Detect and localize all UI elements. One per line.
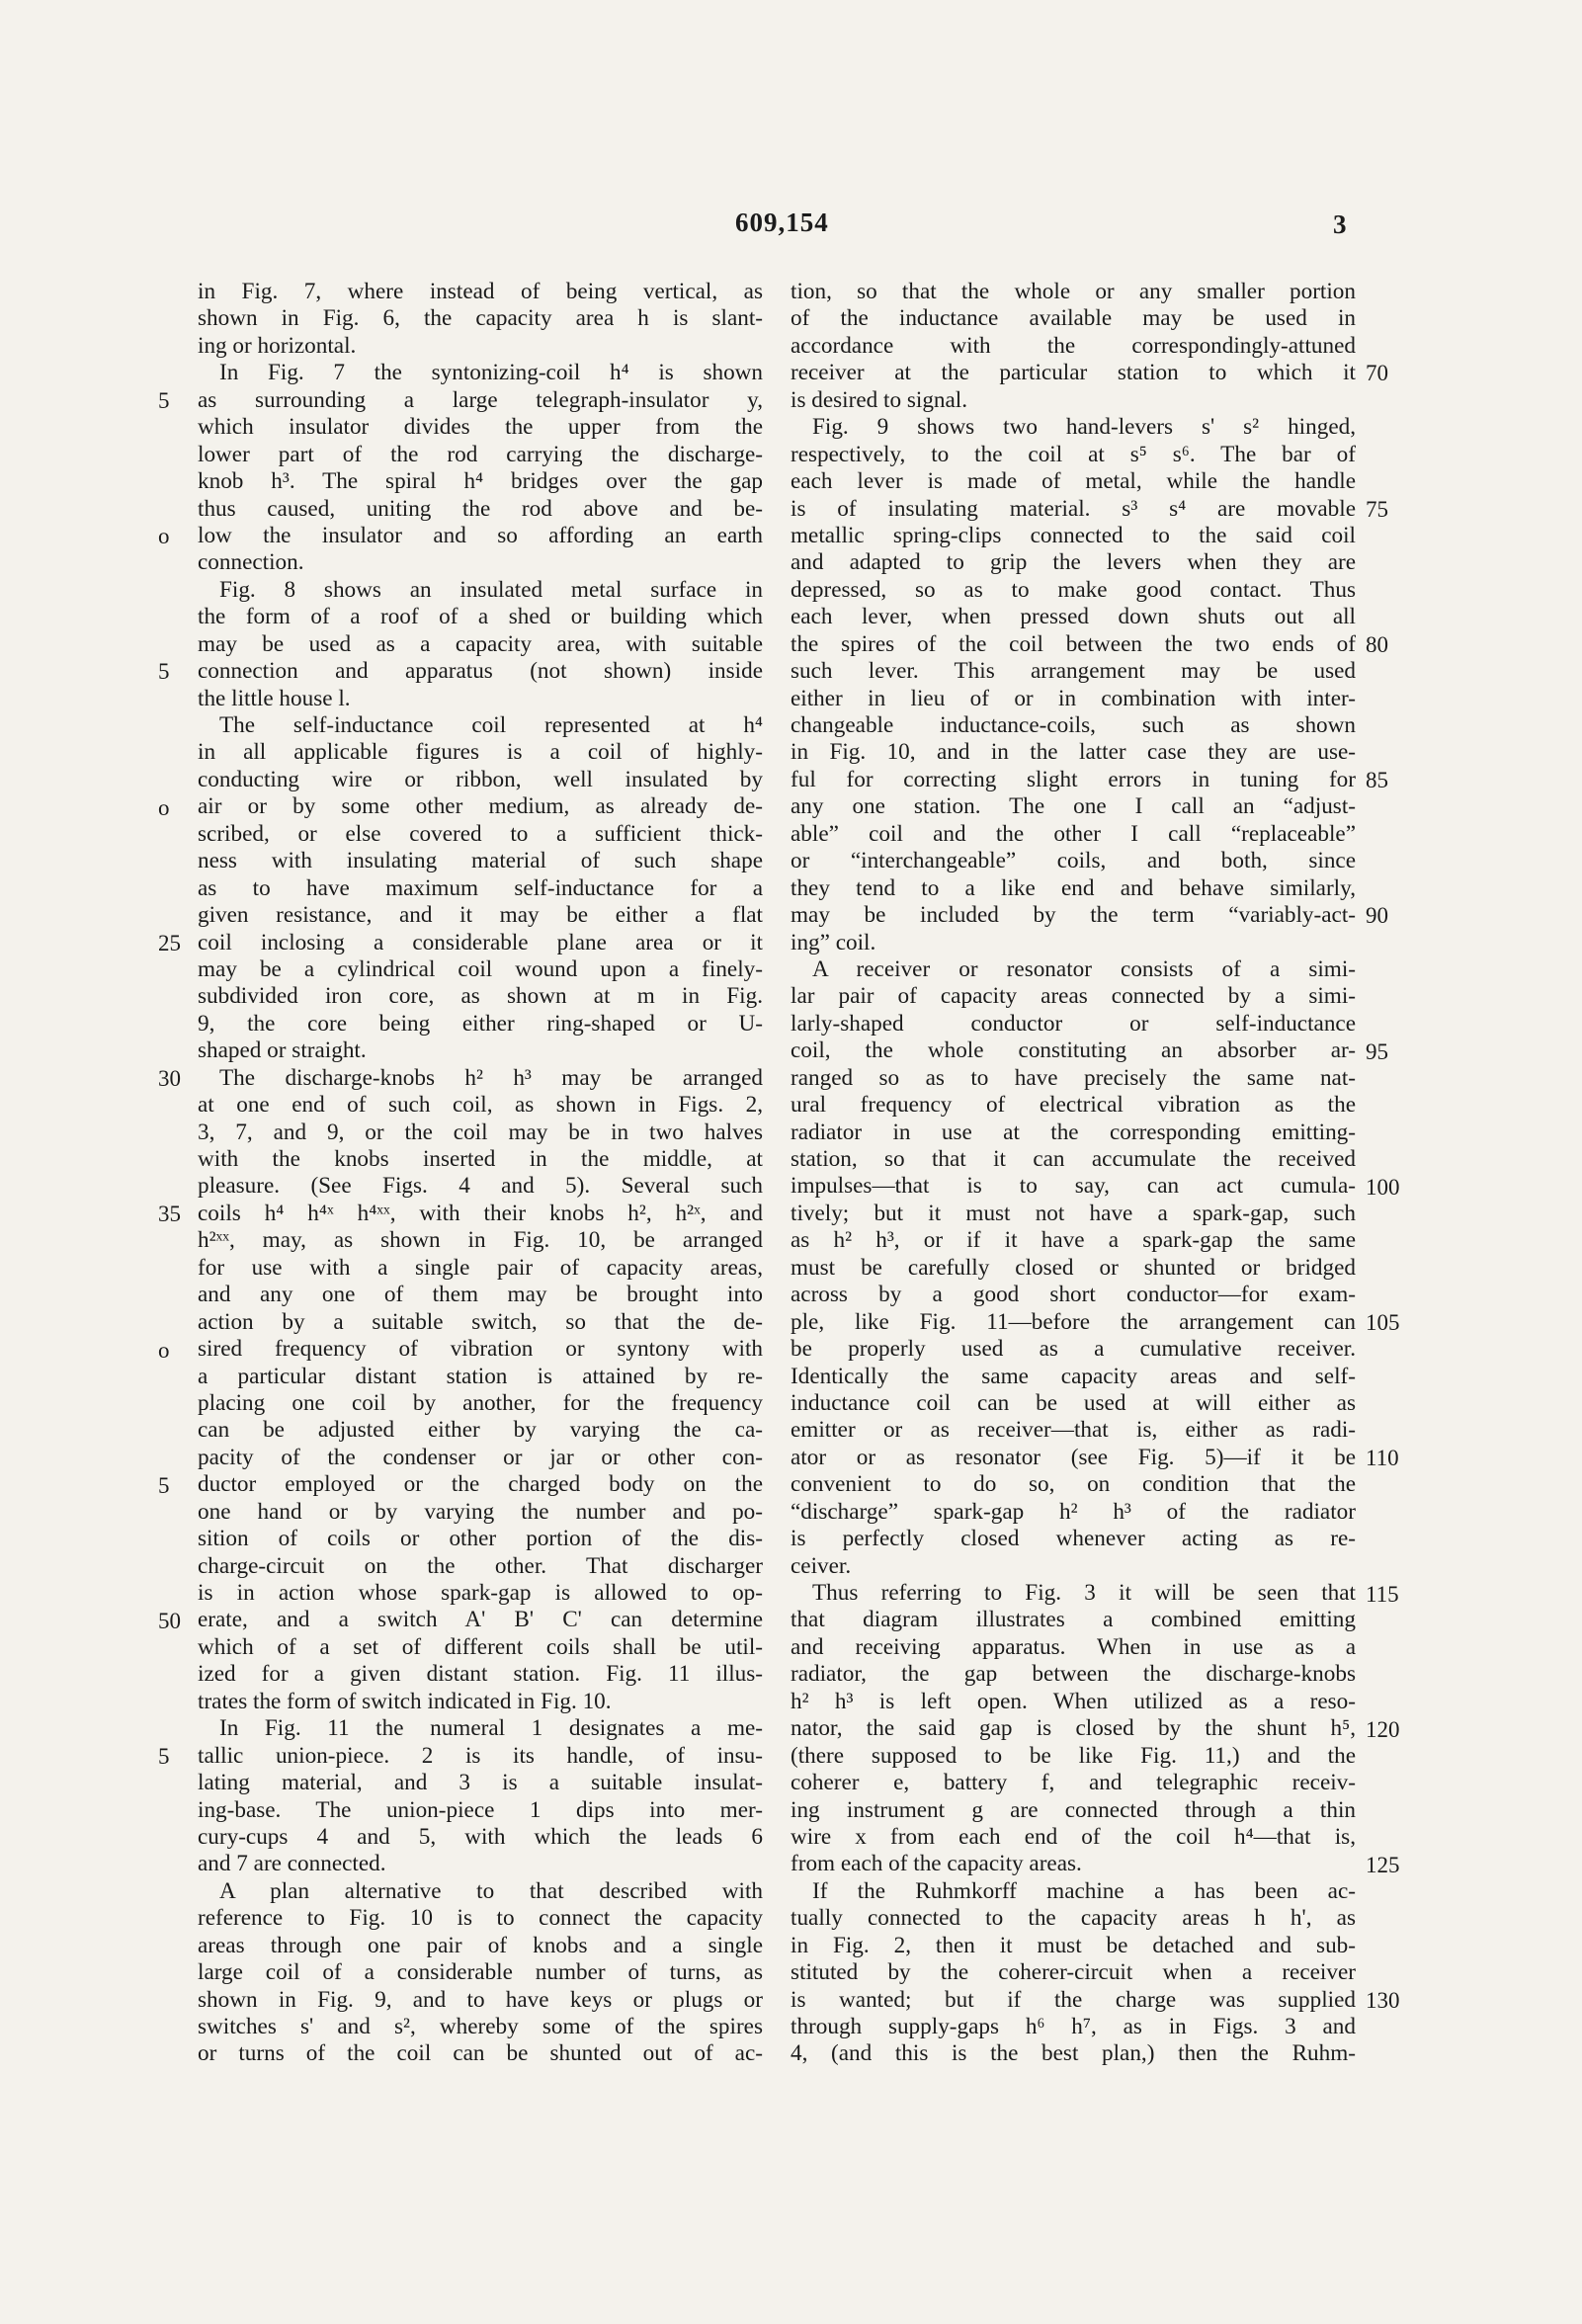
text-line: either in lieu of or in combination with inter- (791, 685, 1356, 711)
text-line: is wanted; but if the charge was supplied (791, 1986, 1356, 2013)
text-line: erate, and a switch A' B' C' can determine (198, 1607, 763, 1633)
text-line: and 7 are connected. (198, 1851, 386, 1877)
text-line: the form of a roof of a shed or building which (198, 604, 763, 630)
text-line: 9, the core being either ring-shaped or U- (198, 1010, 763, 1037)
margin-line-number: 5 (158, 1472, 170, 1498)
text-line: If the Ruhmkorff machine a has been ac- (812, 1877, 1356, 1904)
text-line: able” coil and the other I call “replaceable” (791, 820, 1356, 847)
text-line: A plan alternative to that described with (219, 1877, 763, 1904)
right-column (791, 279, 1356, 2068)
text-line: 4, (and this is the best plan,) then the Ruhm- (791, 2040, 1356, 2067)
text-line: ductor employed or the charged body on the (198, 1471, 763, 1498)
text-line: Fig. 9 shows two hand-levers s' s² hinged, (812, 414, 1356, 441)
text-line: must be carefully closed or shunted or bridged (791, 1254, 1356, 1281)
text-line: through supply-gaps h⁶ h⁷, as in Figs. 3 and (791, 2014, 1356, 2039)
text-line: coil inclosing a considerable plane area or it (198, 929, 763, 955)
text-line: ceiver. (791, 1552, 852, 1579)
text-line: tually connected to the capacity areas h h', as (791, 1905, 1356, 1932)
margin-line-number: 85 (1366, 768, 1388, 793)
margin-line-number: 80 (1366, 631, 1388, 657)
text-line: ing” coil. (791, 929, 876, 955)
text-line: as to have maximum self-inductance for a (198, 874, 763, 901)
text-line: shown in Fig. 9, and to have keys or plugs or (198, 1986, 763, 2013)
text-line: from each of the capacity areas. (791, 1851, 1082, 1877)
text-line: station, so that it can accumulate the received (791, 1146, 1356, 1172)
text-line: larly-shaped conductor or self-inductance (791, 1010, 1356, 1037)
text-line: a particular distant station is attained by re- (198, 1363, 763, 1389)
margin-line-number: 125 (1366, 1853, 1400, 1878)
text-line: across by a good short conductor—for exam- (791, 1282, 1356, 1308)
margin-line-number: 25 (158, 930, 181, 955)
text-line: ural frequency of electrical vibration as the (791, 1092, 1356, 1119)
text-line: as surrounding a large telegraph-insulator y, (198, 386, 763, 413)
text-line: emitter or as receiver—that is, either as radi- (791, 1417, 1356, 1444)
text-line: Fig. 8 shows an insulated metal surface in (219, 576, 763, 603)
text-line: shaped or straight. (198, 1038, 367, 1064)
text-line: wire x from each end of the coil h⁴—that is, (791, 1823, 1356, 1850)
text-line: that diagram illustrates a combined emitting (791, 1607, 1356, 1633)
text-line: which of a set of different coils shall be util- (198, 1633, 763, 1660)
text-line: as h² h³, or if it have a spark-gap the same (791, 1227, 1356, 1254)
text-line: subdivided iron core, as shown at m in Fig. (198, 983, 763, 1010)
text-line: may be a cylindrical coil wound upon a finely- (198, 955, 763, 982)
text-line: In Fig. 7 the syntonizing-coil h⁴ is shown (219, 360, 763, 386)
text-line: which insulator divides the upper from the (198, 414, 763, 441)
text-line: or turns of the coil can be shunted out of ac- (198, 2040, 763, 2067)
text-line: A receiver or resonator consists of a simi- (812, 955, 1356, 982)
text-line: tion, so that the whole or any smaller portion (791, 279, 1356, 304)
text-line: ator or as resonator (see Fig. 5)—if it be (791, 1444, 1356, 1470)
text-line: such lever. This arrangement may be used (791, 658, 1356, 685)
text-line: coils h⁴ h⁴ˣ h⁴ˣˣ, with their knobs h², h²ˣ, and (198, 1200, 763, 1226)
text-line: be properly used as a cumulative receiver. (791, 1336, 1356, 1363)
text-line: ranged so as to have precisely the same nat- (791, 1064, 1356, 1091)
margin-line-number: o (158, 794, 170, 820)
text-line: air or by some other medium, as already de- (198, 793, 763, 820)
text-line: ful for correcting slight errors in tuning for (791, 766, 1356, 792)
text-line: h² h³ is left open. When utilized as a reso- (791, 1688, 1356, 1714)
text-line: lating material, and 3 is a suitable insulat- (198, 1770, 763, 1796)
margin-line-number: o (158, 1337, 170, 1363)
text-line: impulses—that is to say, can act cumula- (791, 1173, 1356, 1200)
text-line: conducting wire or ribbon, well insulated by (198, 766, 763, 792)
text-line: coherer e, battery f, and telegraphic receiv- (791, 1770, 1356, 1796)
text-line: the little house l. (198, 685, 351, 711)
text-line: each lever is made of metal, while the handle (791, 468, 1356, 495)
text-line: In Fig. 11 the numeral 1 designates a me- (219, 1715, 763, 1742)
text-line: ple, like Fig. 11—before the arrangement can (791, 1308, 1356, 1335)
margin-line-number: o (158, 524, 170, 549)
text-line: radiator in use at the corresponding emitting- (791, 1119, 1356, 1145)
text-line: tively; but it must not have a spark-gap, such (791, 1200, 1356, 1226)
text-line: The self-inductance coil represented at h⁴ (219, 712, 763, 738)
text-line: thus caused, uniting the rod above and be- (198, 495, 763, 522)
text-line: may be included by the term “variably-act- (791, 902, 1356, 929)
margin-line-number: 5 (158, 387, 170, 413)
text-line: accordance with the correspondingly-attuned (791, 332, 1356, 359)
text-line: The discharge-knobs h² h³ may be arranged (219, 1064, 763, 1091)
text-line: radiator, the gap between the discharge-knobs (791, 1661, 1356, 1688)
text-line: trates the form of switch indicated in Fig. 10. (198, 1688, 612, 1714)
margin-line-number: 115 (1366, 1581, 1399, 1607)
text-line: in Fig. 7, where instead of being vertical, as (198, 279, 763, 304)
text-line: is in action whose spark-gap is allowed to op- (198, 1580, 763, 1606)
text-line: cury-cups 4 and 5, with which the leads 6 (198, 1823, 763, 1850)
text-line: respectively, to the coil at s⁵ s⁶. The bar of (791, 441, 1356, 467)
patent-number: 609,154 (735, 208, 829, 237)
margin-line-number: 5 (158, 1744, 170, 1770)
text-line: is of insulating material. s³ s⁴ are movable (791, 495, 1356, 522)
text-line: given resistance, and it may be either a flat (198, 902, 763, 929)
text-line: areas through one pair of knobs and a single (198, 1932, 763, 1958)
text-line: sired frequency of vibration or syntony with (198, 1336, 763, 1363)
text-line: connection. (198, 549, 304, 576)
page-number: 3 (1333, 209, 1347, 239)
text-line: connection and apparatus (not shown) inside (198, 658, 763, 685)
text-line: with the knobs inserted in the middle, at (198, 1146, 763, 1172)
text-line: ing instrument g are connected through a thin (791, 1796, 1356, 1823)
text-line: charge-circuit on the other. That discharger (198, 1552, 763, 1579)
text-line: tallic union-piece. 2 is its handle, of insu- (198, 1742, 763, 1769)
text-line: 3, 7, and 9, or the coil may be in two halves (198, 1119, 763, 1145)
text-line: h²ˣˣ, may, as shown in Fig. 10, be arranged (198, 1227, 763, 1254)
text-line: metallic spring-clips connected to the said coil (791, 522, 1356, 548)
text-line: sition of coils or other portion of the dis- (198, 1526, 763, 1552)
text-line: ing-base. The union-piece 1 dips into mer- (198, 1796, 763, 1823)
text-line: one hand or by varying the number and po- (198, 1498, 763, 1525)
margin-line-number: 5 (158, 659, 170, 685)
margin-line-number: 70 (1366, 361, 1388, 386)
text-line: ness with insulating material of such shape (198, 848, 763, 874)
text-line: each lever, when pressed down shuts out all (791, 604, 1356, 630)
margin-line-number: 50 (158, 1609, 181, 1634)
text-line: changeable inductance-coils, such as shown (791, 712, 1356, 738)
text-line: at one end of such coil, as shown in Figs. 2, (198, 1092, 763, 1119)
text-line: and any one of them may be brought into (198, 1282, 763, 1308)
text-line: and receiving apparatus. When in use as a (791, 1633, 1356, 1660)
text-line: “discharge” spark-gap h² h³ of the radiator (791, 1498, 1356, 1525)
text-line: in Fig. 2, then it must be detached and sub- (791, 1932, 1356, 1958)
margin-line-number: 100 (1366, 1174, 1400, 1200)
text-line: (there supposed to be like Fig. 11,) and the (791, 1742, 1356, 1769)
left-column (198, 279, 763, 2068)
text-line: is perfectly closed whenever acting as re- (791, 1526, 1356, 1552)
text-line: in Fig. 10, and in the latter case they are use- (791, 739, 1356, 766)
text-line: ized for a given distant station. Fig. 11 illus- (198, 1661, 763, 1688)
text-line: shown in Fig. 6, the capacity area h is slant- (198, 305, 763, 332)
text-line: depressed, so as to make good contact. Thus (791, 576, 1356, 603)
text-line: in all applicable figures is a coil of highly- (198, 739, 763, 766)
text-line: placing one coil by another, for the frequency (198, 1389, 763, 1416)
text-line: or “interchangeable” coils, and both, since (791, 848, 1356, 874)
margin-line-number: 110 (1366, 1446, 1399, 1471)
text-line: the spires of the coil between the two ends of (791, 630, 1356, 657)
text-line: for use with a single pair of capacity areas, (198, 1254, 763, 1281)
text-line: any one station. The one I call an “adjust- (791, 793, 1356, 820)
text-line: low the insulator and so affording an earth (198, 522, 763, 548)
text-line: pleasure. (See Figs. 4 and 5). Several such (198, 1173, 763, 1200)
text-line: can be adjusted either by varying the ca- (198, 1417, 763, 1444)
text-line: knob h³. The spiral h⁴ bridges over the gap (198, 468, 763, 495)
margin-line-number: 90 (1366, 903, 1388, 929)
margin-line-number: 105 (1366, 1310, 1400, 1336)
text-line: stituted by the coherer-circuit when a receiver (791, 1959, 1356, 1986)
text-line: switches s' and s², whereby some of the spires (198, 2014, 763, 2039)
margin-line-number: 35 (158, 1202, 181, 1227)
text-line: lar pair of capacity areas connected by a simi- (791, 983, 1356, 1010)
text-line: Thus referring to Fig. 3 it will be seen that (812, 1580, 1356, 1606)
text-line: ing or horizontal. (198, 332, 357, 359)
text-line: nator, the said gap is closed by the shunt h⁵, (791, 1715, 1356, 1742)
text-line: lower part of the rod carrying the discharge- (198, 441, 763, 467)
text-line: action by a suitable switch, so that the de- (198, 1308, 763, 1335)
margin-line-number: 30 (158, 1066, 181, 1092)
margin-line-number: 130 (1366, 1988, 1400, 2014)
text-line: of the inductance available may be used in (791, 305, 1356, 332)
text-line: may be used as a capacity area, with suitable (198, 630, 763, 657)
text-line: scribed, or else covered to a sufficient thick- (198, 820, 763, 847)
text-line: pacity of the condenser or jar or other con- (198, 1444, 763, 1470)
text-line: receiver at the particular station to which it (791, 360, 1356, 386)
margin-line-number: 75 (1366, 496, 1388, 522)
text-line: coil, the whole constituting an absorber ar- (791, 1038, 1356, 1064)
text-line: inductance coil can be used at will either as (791, 1389, 1356, 1416)
text-line: Identically the same capacity areas and self- (791, 1363, 1356, 1389)
margin-line-number: 95 (1366, 1038, 1388, 1064)
text-line: they tend to a like end and behave similarly, (791, 874, 1356, 901)
text-line: large coil of a considerable number of turns, as (198, 1959, 763, 1986)
margin-line-number: 120 (1366, 1716, 1400, 1742)
text-line: is desired to signal. (791, 386, 968, 413)
text-line: convenient to do so, on condition that the (791, 1471, 1356, 1498)
text-line: and adapted to grip the levers when they are (791, 549, 1356, 576)
text-line: reference to Fig. 10 is to connect the capacity (198, 1905, 763, 1932)
